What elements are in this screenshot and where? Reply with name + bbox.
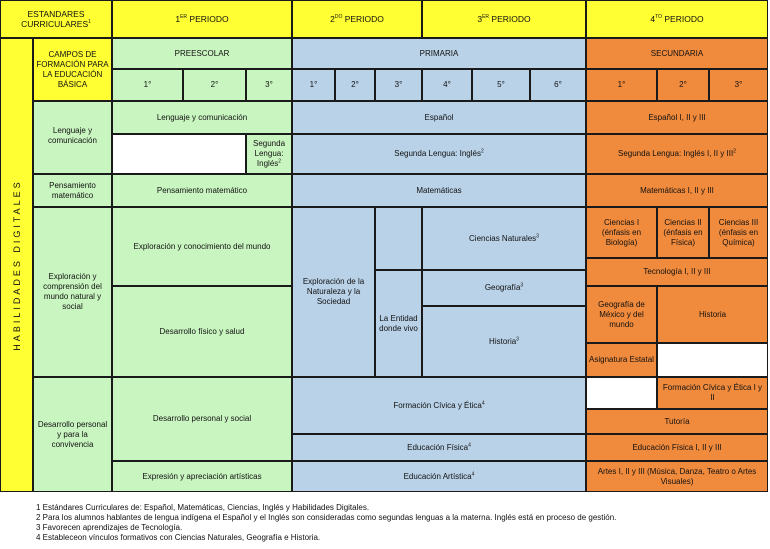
pri-geografia [422, 270, 586, 306]
sec-segunda-lengua [586, 134, 768, 174]
p1-sup: ER [180, 14, 188, 21]
pre-segunda-lengua [246, 134, 292, 174]
footnote-ref: 1 [88, 19, 91, 26]
grade-pre-1: 1° [112, 69, 183, 101]
pri-espanol: Español [292, 101, 586, 134]
habilidades-digitales-label: HABILIDADES DIGITALES [11, 179, 22, 351]
pri-civica-label: Formación Cívica y Ética [393, 400, 482, 410]
grade-pri-5: 5° [472, 69, 530, 101]
pre-fisico: Desarrollo físico y salud [112, 286, 292, 377]
footnote-ref: 4 [471, 470, 475, 477]
sec-blank-1 [657, 343, 768, 377]
level-primaria: PRIMARIA [292, 38, 586, 69]
sec-tutoria: Tutoría [586, 409, 768, 434]
sec-segunda-label: Segunda Lengua: Inglés I, II y III [618, 149, 734, 158]
sec-historia: Historia [657, 286, 768, 343]
field-desarrollo: Desarrollo personal y para la convivencia [33, 377, 112, 492]
grade-pri-2: 2° [335, 69, 375, 101]
footnote-ref: 3 [536, 232, 539, 239]
pri-artistica-label: Educación Artística [403, 471, 472, 481]
footnote-3: 3 Favorecen aprendizajes de Tecnología. [36, 523, 183, 532]
grade-sec-3: 3° [709, 69, 768, 101]
sec-artes: Artes I, II y III (Música, Danza, Teatro o Artes Visuales) [586, 461, 768, 492]
p3-sup: ER [482, 14, 490, 21]
p3-text: PERIODO [491, 14, 531, 24]
pri-historia [422, 306, 586, 377]
sec-fisica: Educación Física I, II y III [586, 434, 768, 461]
periodo-1-header [112, 0, 292, 38]
sec-ciencias-2: Ciencias II (énfasis en Física) [657, 207, 709, 258]
p4-text: PERIODO [664, 14, 704, 24]
pri-exploracion: Exploración de la Naturaleza y la Sociedad [292, 207, 375, 377]
pre-personal: Desarrollo personal y social [112, 377, 292, 461]
pre-lenguaje-blank [112, 134, 246, 174]
p1-num: 1 [175, 14, 181, 24]
field-exploracion: Exploración y comprensión del mundo natural y social [33, 207, 112, 377]
grade-pri-6: 6° [530, 69, 586, 101]
pri-ciencias [422, 207, 586, 270]
p3-num: 3 [477, 14, 483, 24]
periodo-2-header [292, 0, 422, 38]
pri-segunda-lengua [292, 134, 586, 174]
p4-num: 4 [650, 14, 656, 24]
pri-segunda-label: Segunda Lengua: Inglés [394, 149, 481, 158]
footnote-ref: 3 [516, 335, 519, 342]
p2-sup: DO [334, 14, 343, 21]
grade-pre-2: 2° [183, 69, 246, 101]
pri-blank-top [375, 207, 422, 270]
footnote-ref: 4 [481, 399, 485, 406]
field-pensamiento: Pensamiento matemático [33, 174, 112, 207]
level-preescolar: PREESCOLAR [112, 38, 292, 69]
sec-ciencias-1: Ciencias I (énfasis en Biología) [586, 207, 657, 258]
pri-matematicas: Matemáticas [292, 174, 586, 207]
sec-blank-2 [586, 377, 657, 409]
footnote-ref: 2 [278, 158, 282, 165]
footnote-2: 2 Para los alumnos hablantes de lengua indígena el Español y el Inglés son consideradas como segundas lenguas a la materna. Inglés está en proceso de gestión. [36, 513, 617, 522]
estandares-header [0, 0, 112, 38]
grade-sec-1: 1° [586, 69, 657, 101]
footnote-ref: 2 [733, 148, 736, 155]
p2-text: PERIODO [344, 14, 384, 24]
sec-civica: Formación Cívica y Ética I y II [657, 377, 768, 409]
habilidades-digitales-bar [0, 38, 33, 492]
grade-pri-4: 4° [422, 69, 472, 101]
grade-pre-3: 3° [246, 69, 292, 101]
periodo-4-header [586, 0, 768, 38]
sec-geografia: Geografía de México y del mundo [586, 286, 657, 343]
pri-historia-label: Historia [489, 336, 517, 346]
p2-num: 2 [330, 14, 335, 24]
pri-fisica-label: Educación Física [407, 442, 469, 452]
pre-pensamiento: Pensamiento matemático [112, 174, 292, 207]
grade-pri-3: 3° [375, 69, 422, 101]
footnote-4: 4 Estableceon vínculos formativos con Ciencias Naturales, Geografía e Historia. [36, 533, 321, 542]
pri-fisica [292, 434, 586, 461]
sec-ciencias-3: Ciencias III (énfasis en Química) [709, 207, 768, 258]
pre-exploracion: Exploración y conocimiento del mundo [112, 207, 292, 286]
sec-espanol: Español I, II y III [586, 101, 768, 134]
footnote-ref: 2 [480, 148, 484, 155]
pri-ciencias-label: Ciencias Naturales [469, 233, 537, 243]
pre-segunda-label: Segunda Lengua: Inglés [252, 139, 286, 168]
periodo-3-header [422, 0, 586, 38]
footnote-ref: 4 [468, 441, 471, 448]
grade-pri-1: 1° [292, 69, 335, 101]
sec-asignatura-estatal: Asignatura Estatal [586, 343, 657, 377]
estandares-label: ESTANDARES CURRICULARES [21, 9, 89, 29]
pri-civica [292, 377, 586, 434]
pre-lenguaje: Lenguaje y comunicación [112, 101, 292, 134]
pre-artistica: Expresión y apreciación artísticas [112, 461, 292, 492]
p1-text: PERIODO [189, 14, 229, 24]
pri-artistica [292, 461, 586, 492]
grade-sec-2: 2° [657, 69, 709, 101]
sec-matematicas: Matemáticas I, II y III [586, 174, 768, 207]
p4-sup: TO [655, 14, 662, 21]
pri-geografia-label: Geografía [484, 283, 521, 292]
sec-tecnologia: Tecnología I, II y III [586, 258, 768, 286]
level-secundaria: SECUNDARIA [586, 38, 768, 69]
footnote-ref: 3 [520, 282, 524, 289]
field-lenguaje: Lenguaje y comunicación [33, 101, 112, 174]
footnote-1: 1 Estándares Curriculares de: Español, Matemáticas, Ciencias, Inglés y Habilidades Digitales. [36, 503, 370, 512]
campos-header: CAMPOS DE FORMACIÓN PARA LA EDUCACIÓN BÁSICA [33, 38, 112, 101]
pri-entidad: La Entidad donde vivo [375, 270, 422, 377]
